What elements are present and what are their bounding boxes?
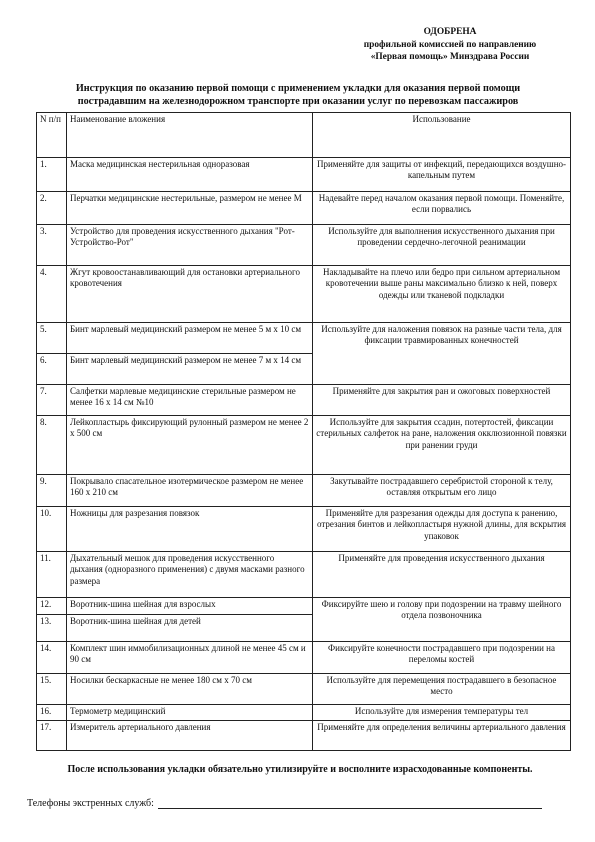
header-item-name: Наименование вложения (67, 113, 313, 158)
row-item-name: Бинт марлевый медицинский размером не менее 5 м x 10 см (67, 323, 313, 354)
table-row (37, 323, 571, 354)
row-number: 3. (37, 225, 67, 266)
row-usage: Фиксируйте конечности пострадавшего при подозрении на переломы костей (313, 642, 571, 674)
row-number: 9. (37, 475, 67, 507)
title-line: пострадавшим на железнодорожном транспорте при оказании услуг по перевозкам пассажиров (77, 95, 519, 107)
row-number: 1. (37, 158, 67, 192)
emergency-phones-label: Телефоны экстренных служб: (27, 798, 154, 809)
row-usage: Используйте для перемещения пострадавшего в безопасное место (313, 674, 571, 705)
phones-fill-line (158, 798, 542, 809)
table-row (37, 721, 571, 751)
row-number: 11. (37, 552, 67, 598)
row-usage: Накладывайте на плечо или бедро при сильном артериальном кровотечении выше раны максимально близко к ней, поверх одежды или тканевой подкладки (313, 266, 571, 323)
row-item-name: Лейкопластырь фиксирующий рулонный размером не менее 2 x 500 см (67, 416, 313, 475)
table-row (37, 642, 571, 674)
row-usage: Применяйте для проведения искусственного дыхания (313, 552, 571, 598)
row-item-name: Перчатки медицинские нестерильные, размером не менее М (67, 192, 313, 225)
row-number: 4. (37, 266, 67, 323)
table-row (37, 225, 571, 266)
table-row (37, 674, 571, 705)
row-item-name: Ножницы для разрезания повязок (67, 507, 313, 552)
row-number: 10. (37, 507, 67, 552)
table-row (37, 598, 571, 615)
table-row (37, 158, 571, 192)
header-usage: Использование (313, 113, 571, 158)
row-item-name: Носилки бескаркасные не менее 180 см x 70 см (67, 674, 313, 705)
row-item-name: Салфетки марлевые медицинские стерильные размером не менее 16 x 14 см №10 (67, 385, 313, 416)
row-usage: Используйте для наложения повязок на разные части тела, для фиксации травмированных конечностей (313, 323, 571, 385)
row-item-name: Устройство для проведения искусственного дыхания "Рот-Устройство-Рот" (67, 225, 313, 266)
row-item-name: Дыхательный мешок для проведения искусственного дыхания (одноразного применения) с двумя масками разного размера (67, 552, 313, 598)
kit-contents-table (36, 112, 571, 751)
row-usage: Надевайте перед началом оказания первой помощи. Поменяйте, если порвались (313, 192, 571, 225)
row-number: 16. (37, 705, 67, 721)
emergency-phones (27, 798, 542, 809)
header-number: N п/п (37, 113, 67, 158)
row-number: 2. (37, 192, 67, 225)
row-usage: Используйте для измерения температуры тел (313, 705, 571, 721)
table-row (37, 507, 571, 552)
table-row (37, 475, 571, 507)
row-number: 13. (37, 615, 67, 642)
row-item-name: Термометр медицинский (67, 705, 313, 721)
row-usage: Используйте для закрытия ссадин, потертостей, фиксации стерильных салфеток на ране, наложения окклюзионной повязки при ранении груди (313, 416, 571, 475)
document-title (28, 83, 568, 108)
title-line: Инструкция по оказанию первой помощи с применением укладки для оказания первой помощи (75, 83, 521, 94)
disposal-note: После использования укладки обязательно утилизируйте и восполните израсходованные компоненты. (67, 764, 533, 775)
table-row (37, 266, 571, 323)
row-usage: Применяйте для защиты от инфекций, передающихся воздушно-капельным путем (313, 158, 571, 192)
row-usage: Фиксируйте шею и голову при подозрении на травму шейного отдела позвоночника (313, 598, 571, 642)
row-number: 6. (37, 354, 67, 385)
table-header-row (37, 113, 571, 158)
row-item-name: Воротник-шина шейная для детей (67, 615, 313, 642)
row-item-name: Бинт марлевый медицинский размером не менее 7 м x 14 см (67, 354, 313, 385)
row-item-name: Воротник-шина шейная для взрослых (67, 598, 313, 615)
row-usage: Используйте для выполнения искусственного дыхания при проведении сердечно-легочной реанимации (313, 225, 571, 266)
row-usage: Применяйте для разрезания одежды для доступа к ранению, отрезания бинтов и лейкопластыря нужной длины, для вскрытия упаковок (313, 507, 571, 552)
row-item-name: Маска медицинская нестерильная одноразовая (67, 158, 313, 192)
row-number: 12. (37, 598, 67, 615)
table-row (37, 192, 571, 225)
row-item-name: Покрывало спасательное изотермическое размером не менее 160 x 210 см (67, 475, 313, 507)
table-row (37, 705, 571, 721)
approval-line: профильной комиссией по направлению (363, 39, 537, 50)
row-number: 5. (37, 323, 67, 354)
table-row (37, 552, 571, 598)
approval-line: ОДОБРЕНА (423, 27, 477, 37)
row-number: 17. (37, 721, 67, 751)
table-row (37, 416, 571, 475)
row-usage: Закутывайте пострадавшего серебристой стороной к телу, оставляя открытым его лицо (313, 475, 571, 507)
row-item-name: Комплект шин иммобилизационных длиной не менее 45 см и 90 см (67, 642, 313, 674)
approval-line: «Первая помощь» Минздрава России (370, 52, 530, 63)
row-number: 7. (37, 385, 67, 416)
row-number: 14. (37, 642, 67, 674)
row-usage: Применяйте для определения величины артериального давления (313, 721, 571, 751)
row-number: 15. (37, 674, 67, 705)
row-usage: Применяйте для закрытия ран и ожоговых поверхностей (313, 385, 571, 416)
approval-stamp (330, 26, 570, 64)
row-item-name: Жгут кровоостанавливающий для остановки артериального кровотечения (67, 266, 313, 323)
row-item-name: Измеритель артериального давления (67, 721, 313, 751)
table-row (37, 385, 571, 416)
row-number: 8. (37, 416, 67, 475)
